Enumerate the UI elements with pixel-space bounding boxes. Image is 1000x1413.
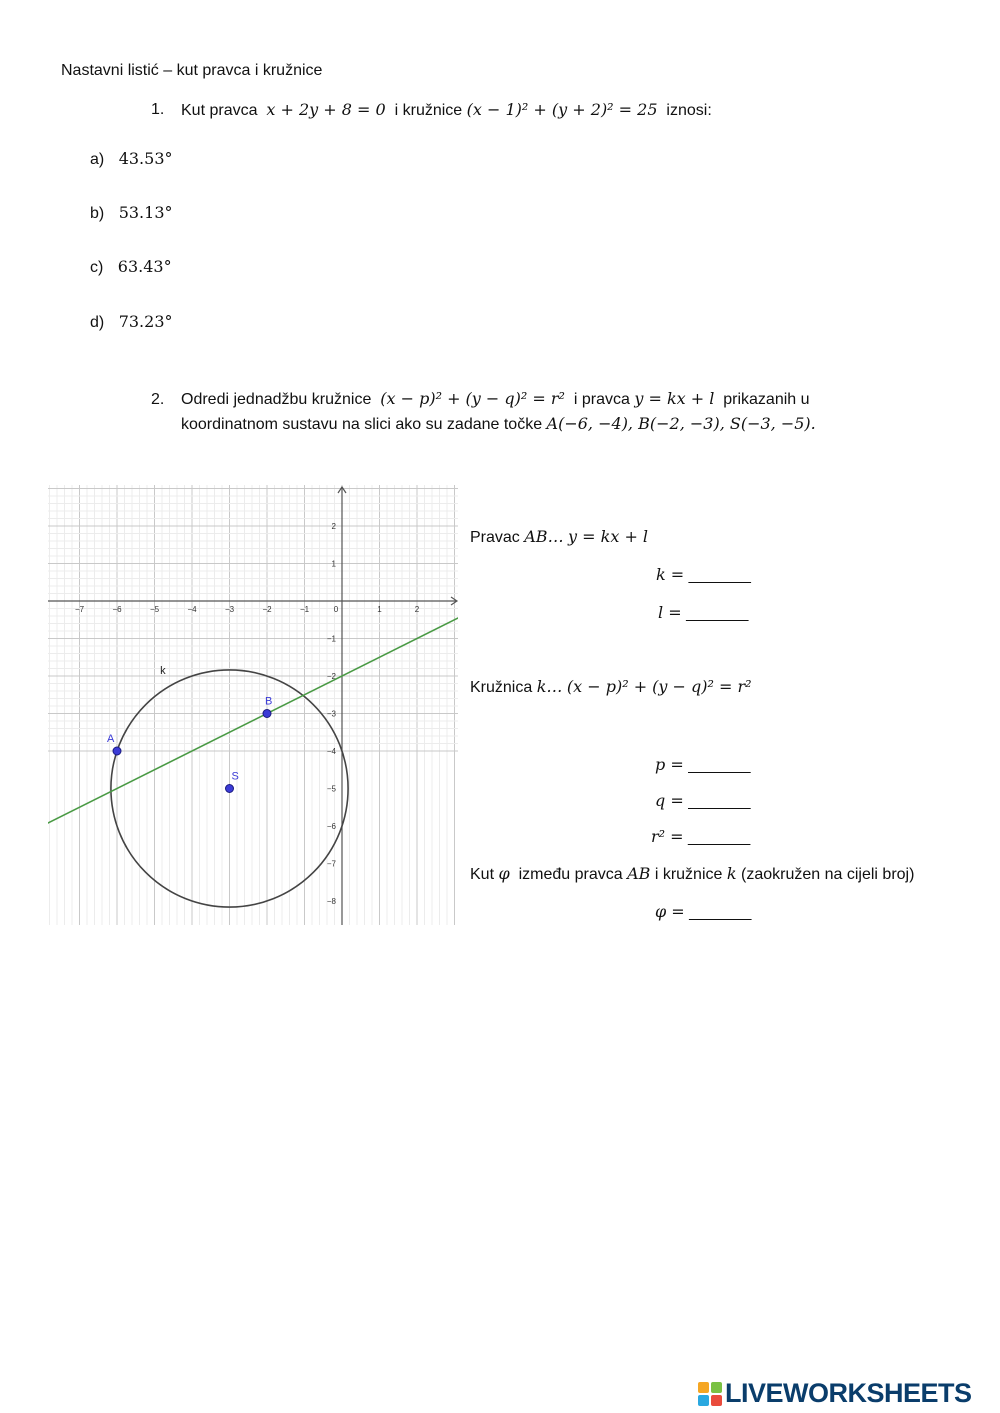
kut-k: k: [726, 864, 737, 883]
q1-option-d[interactable]: [90, 312, 173, 332]
q2-text-line2: koordinatnom sustavu na slici ako su zadane točke: [181, 416, 543, 433]
kruznica-label: Kružnica: [470, 679, 533, 696]
kut-phi: φ: [498, 864, 510, 883]
k-label: k =: [656, 565, 685, 584]
r2-answer-row: [651, 827, 750, 847]
q2-text-pre: Odredi jednadžbu kružnice: [181, 391, 372, 408]
option-letter: b): [90, 205, 105, 222]
kut-ab: AB: [627, 864, 651, 883]
x-tick-label: −6: [112, 605, 122, 614]
logo-icon: [697, 1381, 723, 1407]
phi-answer-row: [655, 902, 751, 922]
point-b: [263, 710, 271, 718]
q1-line-equation: x + 2y + 8 = 0: [266, 100, 386, 119]
point-label: B: [265, 695, 273, 708]
kruznica-equation: (x − p)² + (y − q)² = r²: [566, 677, 752, 696]
y-tick-label: −5: [326, 784, 336, 794]
y-tick-label: −8: [326, 897, 336, 906]
q2-line1: [181, 389, 810, 409]
p-answer-blank[interactable]: _______: [688, 757, 751, 774]
y-tick-label: −4: [326, 747, 336, 756]
q1-circle-equation: (x − 1)² + (y + 2)² = 25: [466, 100, 658, 119]
x-tick-label: −1: [299, 605, 310, 614]
option-value: 53.13°: [118, 203, 173, 222]
p-answer-row: [655, 755, 750, 775]
q1-option-c[interactable]: [90, 257, 172, 277]
point-label: A: [107, 733, 115, 745]
k-answer-row: [656, 565, 751, 585]
kruznica-k: k…: [536, 677, 563, 696]
r2-answer-blank[interactable]: _______: [688, 829, 751, 846]
worksheet-title: Nastavni listić – kut pravca i kružnice: [61, 62, 323, 79]
y-tick-label: 2: [331, 522, 336, 531]
q2-points: A(−6, −4), B(−2, −3), S(−3, −5).: [546, 414, 816, 433]
option-value: 63.43°: [117, 257, 172, 276]
pravac-heading: [470, 527, 648, 547]
x-tick-label: −7: [74, 605, 85, 614]
pravac-equation: y = kx + l: [568, 527, 649, 546]
l-answer-row: [658, 603, 748, 623]
l-label: l =: [658, 603, 682, 622]
q2-line-equation: y = kx + l: [634, 389, 715, 408]
coordinate-graph: [48, 485, 458, 925]
k-answer-blank[interactable]: _______: [688, 567, 751, 584]
x-tick-label: −2: [262, 605, 272, 614]
q2-line2: [181, 414, 816, 434]
kut-mid2: i kružnice: [654, 866, 723, 883]
point-s: [226, 785, 234, 793]
option-value: 73.23°: [118, 312, 173, 331]
y-tick-label: −6: [326, 822, 336, 831]
x-tick-label: −3: [224, 605, 235, 614]
q2-number: 2.: [151, 391, 165, 408]
kut-heading: [470, 864, 914, 884]
liveworksheets-logo[interactable]: [697, 1378, 972, 1409]
q1-option-a[interactable]: [90, 149, 173, 169]
x-tick-label: −4: [187, 605, 197, 614]
kut-label: Kut: [470, 866, 495, 883]
x-tick-label: 2: [414, 605, 420, 614]
kut-post: (zaokružen na cijeli broj): [741, 866, 915, 883]
y-tick-label: −2: [326, 672, 336, 681]
q1-number: 1.: [151, 101, 165, 118]
x-tick-label: 1: [377, 605, 382, 614]
y-tick-label: −7: [326, 859, 336, 869]
grid: [48, 485, 458, 925]
q2-text-mid: i pravca: [573, 391, 630, 408]
q1-text-pre: Kut pravca: [181, 102, 258, 119]
q1-option-b[interactable]: [90, 203, 173, 223]
kut-mid: između pravca: [518, 866, 623, 883]
p-label: p =: [655, 755, 684, 774]
pravac-ab: AB…: [524, 527, 564, 546]
q1-text-post: iznosi:: [666, 102, 712, 119]
q-label: q =: [655, 791, 684, 810]
y-tick-label: −3: [326, 709, 336, 719]
phi-answer-blank[interactable]: _______: [689, 904, 752, 921]
point-a: [113, 747, 121, 755]
option-letter: d): [90, 314, 105, 331]
phi-label: φ =: [655, 902, 685, 921]
option-value: 43.53°: [118, 149, 173, 168]
option-letter: c): [90, 259, 104, 276]
q-answer-row: [655, 791, 750, 811]
q2-text-post: prikazanih u: [723, 391, 810, 408]
y-tick-label: −1: [326, 634, 336, 644]
pravac-label: Pravac: [470, 529, 520, 546]
y-tick-label: 1: [331, 559, 336, 569]
kruznica-heading: [470, 677, 752, 697]
q-answer-blank[interactable]: _______: [688, 793, 751, 810]
logo-text: LIVEWORKSHEETS: [725, 1378, 972, 1408]
q2-circle-equation: (x − p)² + (y − q)² = r²: [380, 389, 565, 408]
q1-text: [181, 100, 712, 120]
q1-text-mid: i kružnice: [394, 102, 463, 119]
l-answer-blank[interactable]: _______: [686, 605, 749, 622]
x-tick-label: 0: [333, 605, 339, 614]
circle-label: k: [160, 665, 166, 678]
option-letter: a): [90, 151, 105, 168]
r2-label: r² =: [651, 827, 684, 846]
x-tick-label: −5: [149, 605, 160, 614]
point-label: S: [231, 770, 239, 783]
